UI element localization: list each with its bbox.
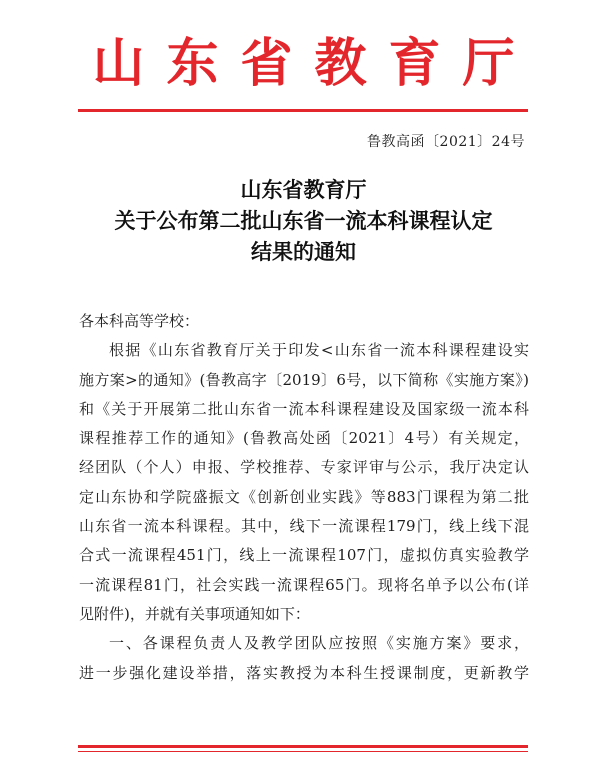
paragraph-1-line: 定山东协和学院盛振文《创新创业实践》等883门课程为第二批 <box>79 487 529 506</box>
paragraph-1-line: 合式一流课程451门，线上一流课程107门，虚拟仿真实验教学 <box>79 546 529 565</box>
paragraph-1-line: 施方案>的通知》(鲁教高字〔2019〕6号，以下简称《实施方案》) <box>79 370 529 389</box>
paragraph-1-line: 和《关于开展第二批山东省一流本科课程建设及国家级一流本科 <box>79 399 529 418</box>
masthead-title: 山东省教育厅 <box>92 33 537 94</box>
paragraph-2-line: 一、各课程负责人及教学团队应按照《实施方案》要求， <box>109 634 529 653</box>
paragraph-1-line: 根据《山东省教育厅关于印发<山东省一流本科课程建设实 <box>109 341 529 360</box>
paragraph-1-line: 山东省一流本科课程。其中，线下一流课程179门，线上线下混 <box>79 517 529 536</box>
paragraph-1-line: 经团队（个人）申报、学校推荐、专家评审与公示，我厅决定认 <box>79 458 529 477</box>
paragraph-1-line: 一流课程81门，社会实践一流课程65门。现将名单予以公布(详 <box>79 575 529 594</box>
footer-red-rule <box>78 745 528 748</box>
salutation: 各本科高等学校： <box>79 312 200 330</box>
masthead-red-rule <box>78 109 528 112</box>
document-number: 鲁教高函〔2021〕24号 <box>367 134 525 150</box>
notice-title-line-3: 结果的通知 <box>251 239 356 264</box>
paragraph-1-line: 见附件)，并就有关事项通知如下： <box>79 604 310 623</box>
notice-body <box>79 307 529 688</box>
footer-thin-red-rule <box>78 751 528 752</box>
notice-title-line-1: 山东省教育厅 <box>240 177 367 202</box>
notice-title-line-2: 关于公布第二批山东省一流本科课程认定 <box>114 208 493 233</box>
paragraph-2-line: 进一步强化建设举措，落实教授为本科生授课制度，更新教学 <box>79 663 529 682</box>
paragraph-1-line: 课程推荐工作的通知》(鲁教高处函〔2021〕4号）有关规定， <box>79 429 529 448</box>
